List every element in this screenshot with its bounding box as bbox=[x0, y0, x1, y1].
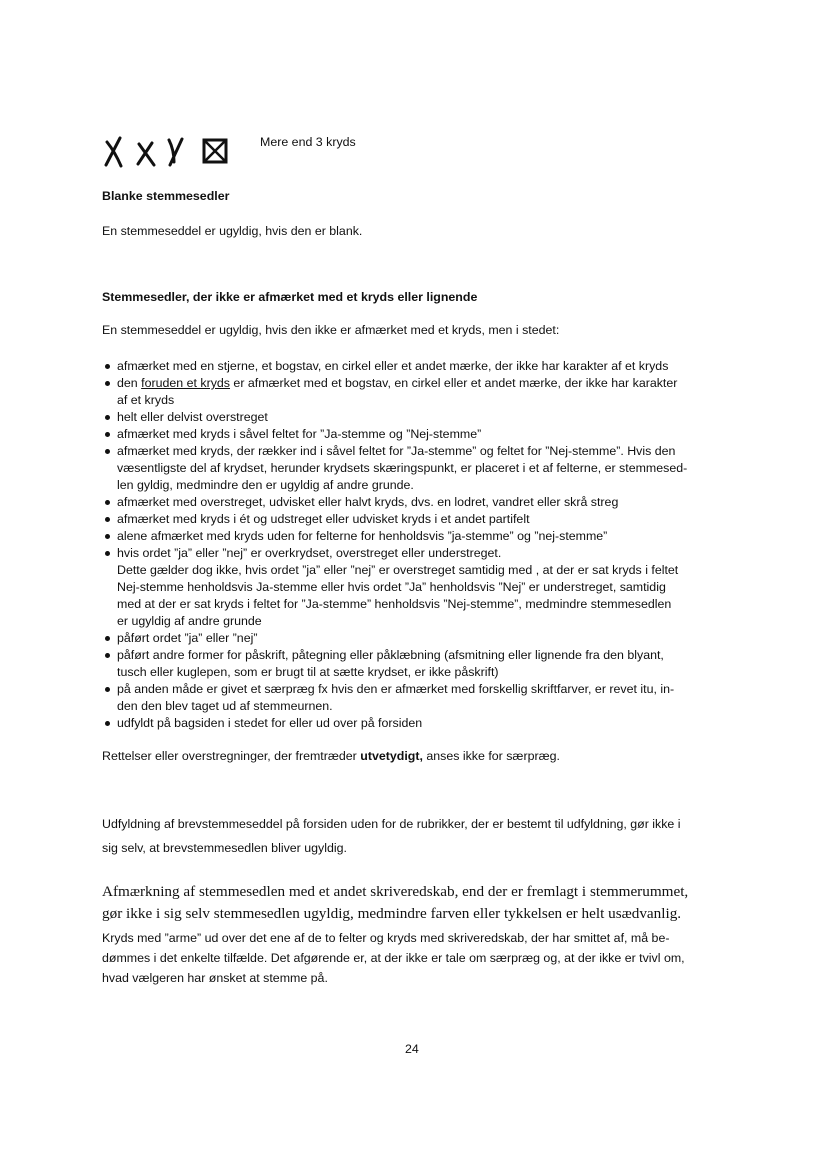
boxed-cross-mark bbox=[204, 140, 226, 162]
unmarked-intro: En stemmeseddel er ugyldig, hvis den ikke er afmærket med et kryds, men i stedet: bbox=[102, 323, 560, 337]
invalid-reasons-list bbox=[102, 358, 687, 732]
list-item bbox=[102, 494, 687, 511]
list-item bbox=[102, 358, 687, 375]
list-item bbox=[102, 443, 687, 494]
list-line bbox=[117, 375, 687, 392]
list-item bbox=[102, 426, 687, 443]
list-line: væsentligste del af krydset, herunder krydsets skæringspunkt, er placeret i et af felterne, er stemmesed- bbox=[117, 461, 688, 475]
list-line: len gyldig, medmindre den er ugyldig af andre grunde. bbox=[117, 478, 414, 492]
paragraph-line: Udfyldning af brevstemmeseddel på forsiden uden for de rubrikker, der er bestemt til udfyldning, gør ikke i bbox=[102, 817, 681, 831]
list-item bbox=[102, 375, 687, 409]
list-line: afmærket med kryds, der rækker ind i såvel feltet for ”Ja-stemme” og feltet for ”Nej-stemme”. Hvis den bbox=[117, 444, 676, 458]
list-line: hvis ordet ”ja” eller ”nej” er overkrydset, overstreget eller understreget. bbox=[117, 546, 502, 560]
list-line: alene afmærket med kryds uden for felterne for henholdsvis ”ja-stemme” og ”nej-stemme” bbox=[117, 529, 608, 543]
list-line: tusch eller kuglepen, som er brugt til at sætte krydset, er ikke påskrift) bbox=[117, 665, 499, 679]
heading-unmarked-ballots: Stemmesedler, der ikke er afmærket med et kryds eller lignende bbox=[102, 290, 478, 304]
list-item bbox=[102, 681, 687, 715]
list-line: afmærket med en stjerne, et bogstav, en cirkel eller et andet mærke, der ikke har karakter af et kryds bbox=[117, 359, 669, 373]
list-line: med at der er sat kryds i feltet for ”Ja-stemme” henholdsvis ”Nej-stemme”, medmindre stemmesedlen bbox=[117, 597, 672, 611]
list-line: helt eller delvist overstreget bbox=[117, 410, 268, 424]
list-line: afmærket med kryds i såvel feltet for ”Ja-stemme og ”Nej-stemme” bbox=[117, 427, 482, 441]
paragraph-line: gør ikke i sig selv stemmesedlen ugyldig, medmindre farven eller tykkelsen er helt usædvanlig. bbox=[102, 905, 682, 922]
list-line: på anden måde er givet et særpræg fx hvis den er afmærket med forskellig skriftfarver, er revet itu, in- bbox=[117, 682, 675, 696]
cross-mark-2 bbox=[138, 143, 154, 165]
writing-tool-paragraph bbox=[102, 881, 688, 925]
list-item bbox=[102, 545, 687, 630]
list-item bbox=[102, 630, 687, 647]
underlined-text: foruden et kryds bbox=[141, 376, 230, 390]
page-number: 24 bbox=[405, 1042, 419, 1056]
heading-blank-ballots: Blanke stemmesedler bbox=[102, 189, 230, 203]
list-item bbox=[102, 511, 687, 528]
list-line: den den blev taget ud af stemmeurnen. bbox=[117, 699, 333, 713]
list-line: afmærket med overstreget, udvisket eller halvt kryds, dvs. en lodret, vandret eller skrå streg bbox=[117, 495, 619, 509]
list-line: af et kryds bbox=[117, 393, 175, 407]
list-item bbox=[102, 409, 687, 426]
text: Rettelser eller overstregninger, der fremtræder bbox=[102, 749, 361, 763]
list-line: påført ordet ”ja” eller ”nej” bbox=[117, 631, 258, 645]
cross-marks-illustration bbox=[100, 134, 235, 170]
paragraph-line: dømmes i det enkelte tilfælde. Det afgørende er, at der ikke er tale om særpræg og, at der ikke er tvivl om, bbox=[102, 951, 685, 965]
text: den bbox=[117, 376, 142, 390]
cross-mark-1 bbox=[106, 138, 121, 166]
cross-mark-3 bbox=[169, 139, 182, 165]
list-line: er ugyldig af andre grunde bbox=[117, 614, 262, 628]
list-line: påført andre former for påskrift, påtegning eller påklæbning (afsmitning eller lignende fra den blyant, bbox=[117, 648, 664, 662]
list-line: afmærket med kryds i ét og udstreget eller udvisket kryds i et andet partifelt bbox=[117, 512, 530, 526]
paragraph-line: Afmærkning af stemmesedlen med et andet skriveredskab, end der er fremlagt i stemmerummet, bbox=[102, 883, 689, 900]
list-item bbox=[102, 715, 687, 732]
list-line: udfyldt på bagsiden i stedet for eller ud over på forsiden bbox=[117, 716, 423, 730]
bold-text: utvetydigt, bbox=[360, 749, 423, 763]
arms-paragraph bbox=[102, 928, 685, 988]
list-line: Dette gælder dog ikke, hvis ordet ”ja” eller ”nej” er overstreget samtidig med , at der er sat kryds i feltet bbox=[117, 563, 679, 577]
paragraph-line: Kryds med ”arme” ud over det ene af de to felter og kryds med skriveredskab, der har smittet af, må be- bbox=[102, 931, 670, 945]
corrections-paragraph bbox=[102, 749, 560, 763]
paragraph-line: hvad vælgeren har ønsket at stemme på. bbox=[102, 971, 328, 985]
list-item bbox=[102, 647, 687, 681]
text: er afmærket med et bogstav, en cirkel eller et andet mærke, der ikke har karakter bbox=[229, 376, 678, 390]
text: anses ikke for særpræg. bbox=[422, 749, 560, 763]
paragraph-line: sig selv, at brevstemmesedlen bliver ugyldig. bbox=[102, 841, 347, 855]
cross-example-caption: Mere end 3 kryds bbox=[260, 135, 356, 149]
list-item bbox=[102, 528, 687, 545]
blank-ballot-text: En stemmeseddel er ugyldig, hvis den er blank. bbox=[102, 224, 363, 238]
list-line: Nej-stemme henholdsvis Ja-stemme eller hvis ordet ”Ja” henholdsvis ”Nej” er understreget, samtidig bbox=[117, 580, 666, 594]
postal-ballot-paragraph bbox=[102, 812, 681, 860]
